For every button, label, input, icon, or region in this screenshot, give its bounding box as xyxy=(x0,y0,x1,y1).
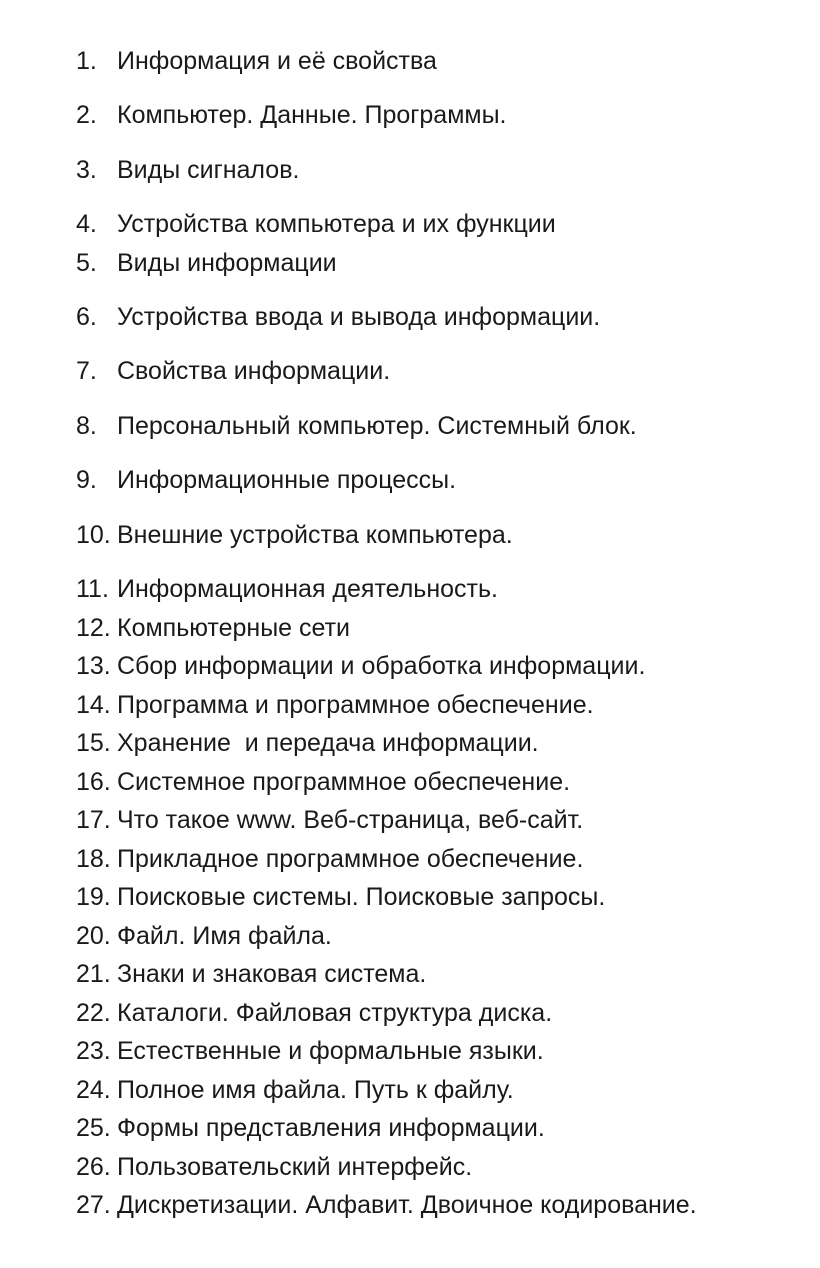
item-text: Внешние устройства компьютера. xyxy=(117,521,513,549)
item-number: 25. xyxy=(76,1114,111,1142)
list-item xyxy=(76,957,426,991)
list-item xyxy=(76,409,637,443)
item-number: 14. xyxy=(76,691,111,719)
list-item xyxy=(76,572,498,606)
item-text: Компьютерные сети xyxy=(117,614,351,642)
item-number: 5. xyxy=(76,249,97,277)
list-item xyxy=(76,803,583,837)
item-text: Полное имя файла. Путь к файлу. xyxy=(117,1076,514,1104)
list-item xyxy=(76,354,390,388)
item-number: 16. xyxy=(76,768,111,796)
list-item xyxy=(76,880,605,914)
list-item xyxy=(76,207,556,241)
item-text: Устройства компьютера и их функции xyxy=(117,210,556,238)
item-text: Устройства ввода и вывода информации. xyxy=(117,303,601,331)
item-number: 24. xyxy=(76,1076,111,1104)
item-number: 27. xyxy=(76,1191,111,1219)
item-number: 11. xyxy=(76,575,109,603)
item-number: 22. xyxy=(76,999,111,1027)
item-text: Виды сигналов. xyxy=(117,156,300,184)
item-number: 12. xyxy=(76,614,111,642)
item-text: Дискретизации. Алфавит. Двоичное кодирование. xyxy=(117,1191,697,1219)
item-text: Поисковые системы. Поисковые запросы. xyxy=(117,883,606,911)
list-item xyxy=(76,1188,697,1222)
list-item xyxy=(76,518,513,552)
item-number: 3. xyxy=(76,156,97,184)
list-item xyxy=(76,1111,545,1145)
list-item xyxy=(76,246,337,280)
item-number: 23. xyxy=(76,1037,111,1065)
item-number: 2. xyxy=(76,101,97,129)
item-number: 26. xyxy=(76,1153,111,1181)
item-number: 18. xyxy=(76,845,111,873)
item-text: Каталоги. Файловая структура диска. xyxy=(117,999,553,1027)
item-number: 21. xyxy=(76,960,111,988)
item-text: Информация и её свойства xyxy=(117,47,437,75)
item-text: Знаки и знаковая система. xyxy=(117,960,427,988)
list-item xyxy=(76,463,456,497)
item-text: Естественные и формальные языки. xyxy=(117,1037,544,1065)
item-number: 17. xyxy=(76,806,111,834)
list-item xyxy=(76,688,594,722)
list-item xyxy=(76,1150,472,1184)
item-text: Программа и программное обеспечение. xyxy=(117,691,594,719)
list-item xyxy=(76,153,299,187)
item-text: Информационные процессы. xyxy=(117,466,457,494)
item-text: Персональный компьютер. Системный блок. xyxy=(117,412,637,440)
item-number: 9. xyxy=(76,466,97,494)
item-text: Что такое www. Веб-страница, веб-сайт. xyxy=(117,806,584,834)
list-item xyxy=(76,726,539,760)
item-text: Файл. Имя файла. xyxy=(117,922,332,950)
list-item xyxy=(76,98,507,132)
item-text: Хранение и передача информации. xyxy=(117,729,539,757)
list-item xyxy=(76,765,570,799)
item-text: Формы представления информации. xyxy=(117,1114,545,1142)
list-item xyxy=(76,44,437,78)
item-number: 1. xyxy=(76,47,97,75)
item-number: 6. xyxy=(76,303,97,331)
item-number: 19. xyxy=(76,883,111,911)
list-item xyxy=(76,919,332,953)
item-number: 7. xyxy=(76,357,97,385)
item-number: 20. xyxy=(76,922,111,950)
item-number: 4. xyxy=(76,210,97,238)
list-item xyxy=(76,611,350,645)
item-text: Информационная деятельность. xyxy=(117,575,498,603)
list-item xyxy=(76,996,552,1030)
list-item xyxy=(76,1034,544,1068)
list-item xyxy=(76,649,645,683)
item-text: Виды информации xyxy=(117,249,337,277)
item-number: 10. xyxy=(76,521,111,549)
item-number: 15. xyxy=(76,729,111,757)
item-text: Пользовательский интерфейс. xyxy=(117,1153,473,1181)
item-text: Системное программное обеспечение. xyxy=(117,768,571,796)
item-text: Свойства информации. xyxy=(117,357,391,385)
item-number: 8. xyxy=(76,412,97,440)
item-text: Компьютер. Данные. Программы. xyxy=(117,101,507,129)
item-number: 13. xyxy=(76,652,111,680)
item-text: Прикладное программное обеспечение. xyxy=(117,845,584,873)
list-item xyxy=(76,842,583,876)
list-item xyxy=(76,300,600,334)
item-text: Сбор информации и обработка информации. xyxy=(117,652,646,680)
list-item xyxy=(76,1073,514,1107)
